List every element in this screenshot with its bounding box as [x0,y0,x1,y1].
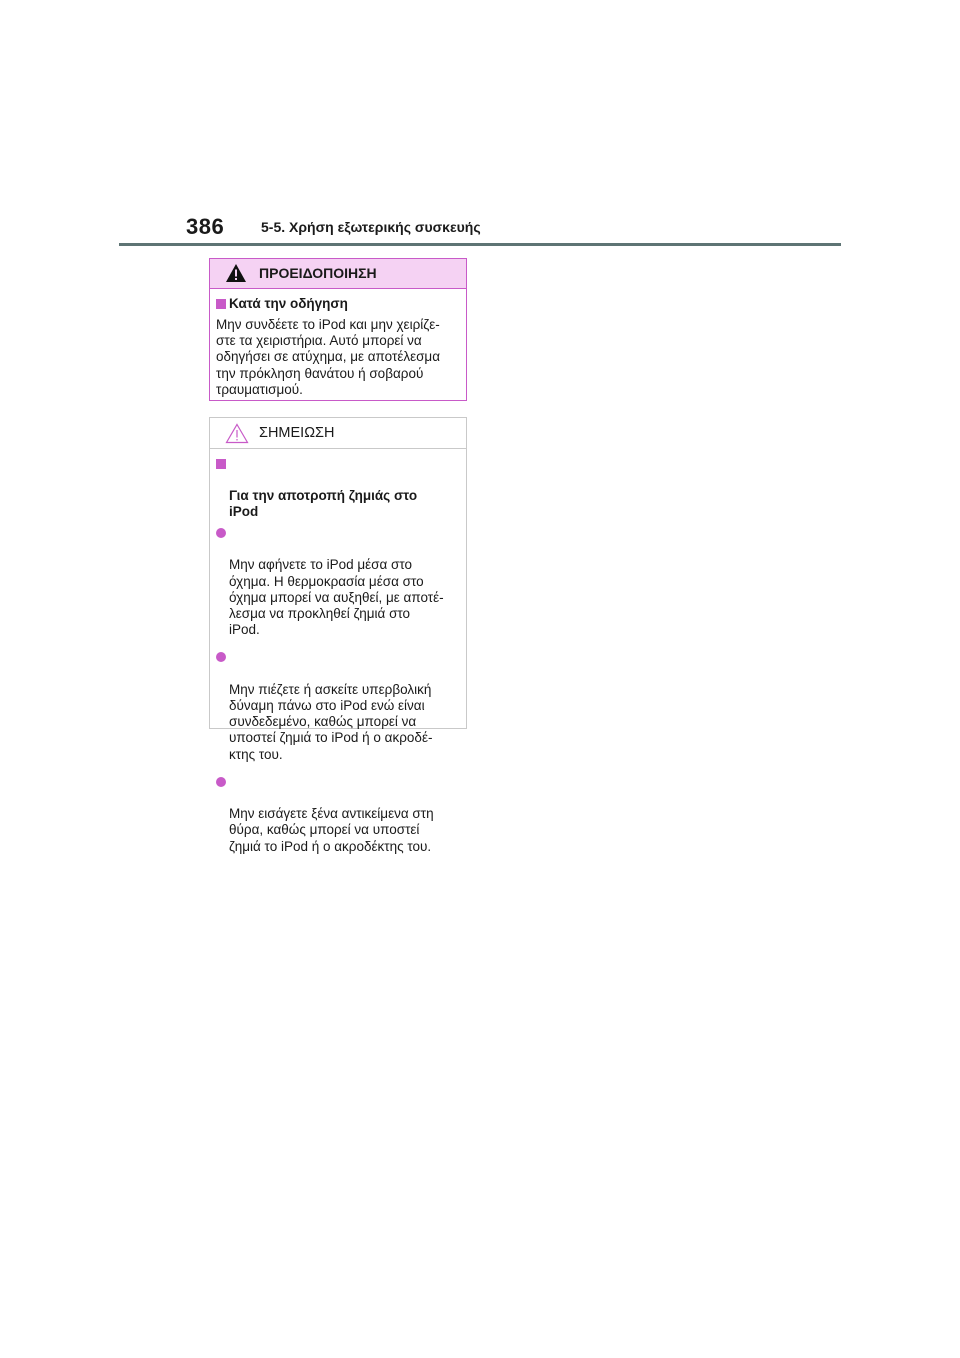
note-subheading [216,456,458,520]
list-item [216,774,458,855]
warning-subheading [216,296,458,312]
warning-header [210,259,466,289]
caution-triangle-outline-icon [225,423,249,444]
circle-bullet-icon [216,777,226,787]
circle-bullet-icon [216,652,226,662]
note-subheading-text: Για την αποτροπή ζημιάς στο iPod [229,488,418,519]
note-header [210,418,466,449]
warning-text: Μην συνδέετε το iPod και μην χειρίζε- στε τα χειριστήρια. Αυτό μπορεί να οδηγήσει σε ατύχημα, με αποτέλεσμα την πρόκληση θανάτου ή σοβαρού τραυματισμού. [216,317,441,397]
list-item-text: Μην πιέζετε ή ασκείτε υπερβολική δύναμη πάνω στο iPod ενώ είναι συνδεδεμένο, καθώς μπορεί να υποστεί ζημιά το iPod ή ο ακροδέ- κτης του. [229,681,433,762]
warning-box [209,258,467,401]
page-number: 386 [186,214,225,239]
list-item-text: Μην εισάγετε ξένα αντικείμενα στη θύρα, καθώς μπορεί να υποστεί ζημιά το iPod ή ο ακροδέκτης του. [229,806,434,854]
warning-label: ΠΡΟΕΙΔΟΠΟΙΗΣΗ [259,265,377,281]
header-rule [119,243,841,246]
warning-body [210,289,466,404]
warning-triangle-icon [225,263,247,283]
list-item-text: Μην αφήνετε το iPod μέσα στο όχημα. Η θερμοκρασία μέσα στο όχημα μπορεί να αυξηθεί, με αποτέ- λεσμα να προκληθεί ζημιά στο iPod. [229,557,444,638]
note-box [209,417,467,854]
square-bullet-icon [216,299,226,309]
section-title: 5-5. Χρήση εξωτερικής συσκευής [261,219,481,235]
list-item [216,525,458,638]
note-label: ΣΗΜΕΙΩΣΗ [259,425,335,441]
circle-bullet-icon [216,528,226,538]
list-item [216,649,458,762]
warning-subheading-text: Κατά την οδήγηση [229,296,348,311]
square-bullet-icon [216,459,226,469]
note-body [210,449,466,861]
